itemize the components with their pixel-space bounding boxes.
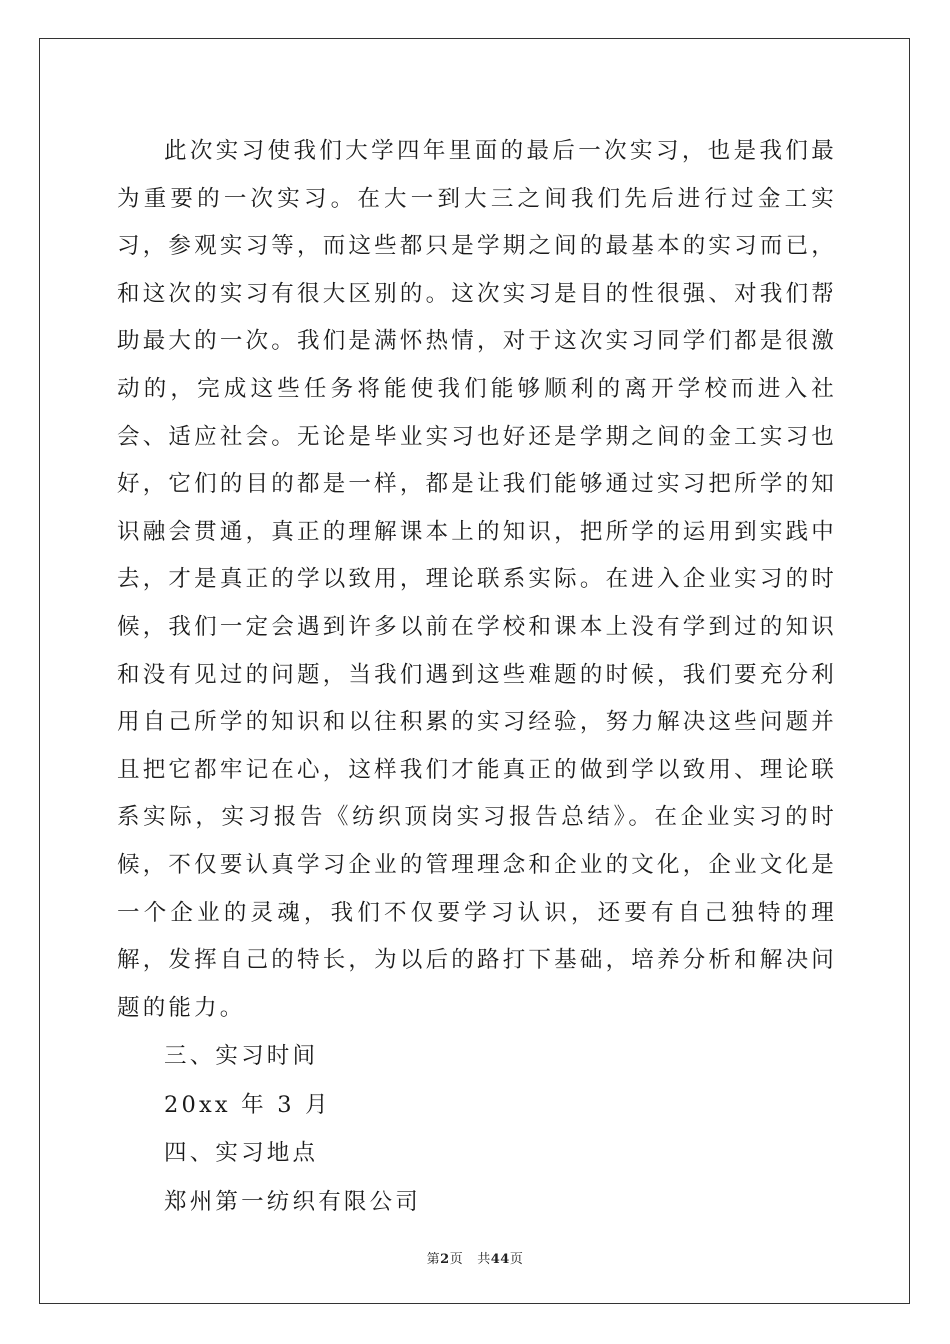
page-prefix: 第 [426,1252,441,1267]
body-paragraph: 此次实习使我们大学四年里面的最后一次实习，也是我们最为重要的一次实习。在大一到大三之间我们先后进行过金工实习，参观实习等，而这些都只是学期之间的最基本的实习而已，和这次的实习有很大区别的。这次实习是目的性很强、对我们帮助最大的一次。我们是满怀热情，对于这次实习同学们都是很激动的，完成这些任务将能使我们能够顺利的离开学校而进入社会、适应社会。无论是毕业实习也好还是学期之间的金工实习也好，它们的目的都是一样，都是让我们能够通过实习把所学的知识融会贯通，真正的理解课本上的知识，把所学的运用到实践中去，才是真正的学以致用，理论联系实际。在进入企业实习的时候，我们一定会遇到许多以前在学校和课本上没有学到过的知识和没有见过的问题，当我们遇到这些难题的时候，我们要充分利用自己所学的知识和以往积累的实习经验，努力解决这些问题并且把它都牢记在心，这样我们才能真正的做到学以致用、理论联系实际，实习报告《纺织顶岗实习报告总结》。在企业实习的时候，不仅要认真学习企业的管理理念和企业的文化，企业文化是一个企业的灵魂，我们不仅要学习认识，还要有自己独特的理解，发挥自己的特长，为以后的路打下基础，培养分析和解决问题的能力。 [117,138,837,1021]
page-suffix: 页 [449,1252,464,1267]
section-heading-time: 三、实习时间 [164,1043,319,1070]
internship-location: 郑州第一纺织有限公司 [164,1188,422,1215]
internship-date: 20xx 年 3 月 [164,1091,331,1118]
document-body [117,128,837,1226]
page-footer [0,1248,950,1267]
total-prefix: 共 [477,1252,491,1267]
section-heading-location: 四、实习地点 [164,1140,319,1167]
total-suffix: 页 [509,1252,524,1267]
page-number: 2 [440,1252,450,1267]
total-pages: 44 [490,1252,510,1267]
